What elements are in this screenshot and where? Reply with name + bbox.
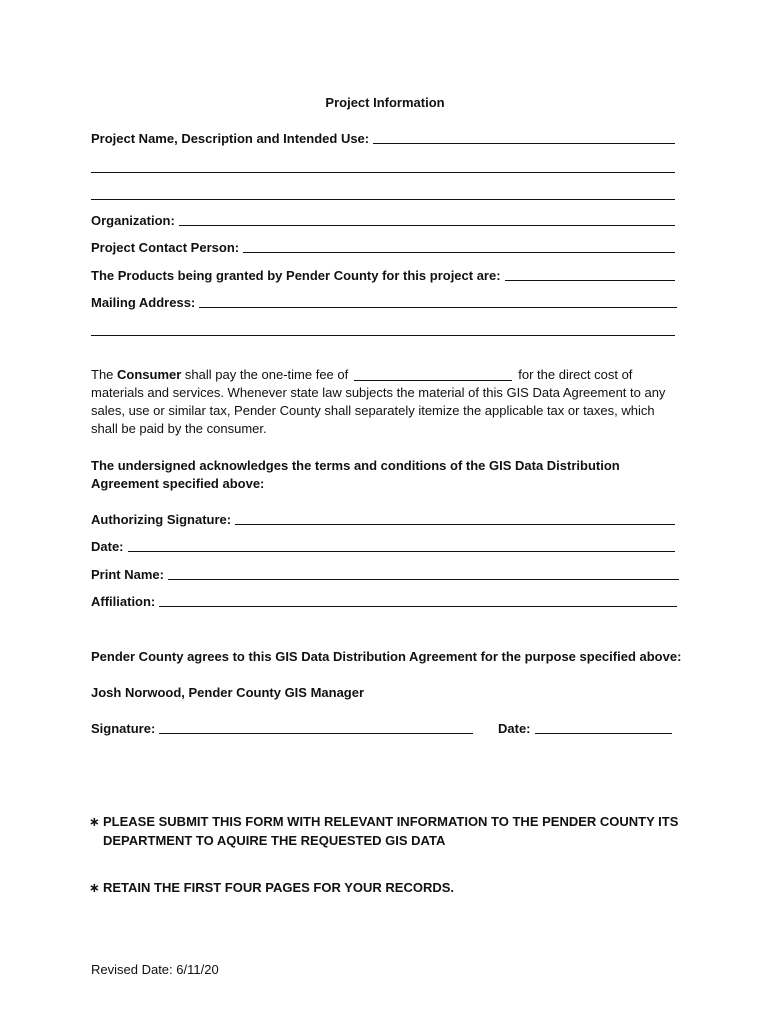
organization-label: Organization: xyxy=(91,213,175,228)
affiliation-line[interactable] xyxy=(159,606,677,607)
note-submit-line-1 xyxy=(89,812,678,831)
products-line[interactable] xyxy=(505,280,675,281)
project-description-line-2[interactable] xyxy=(91,172,675,173)
fee-paragraph-line-4: shall be paid by the consumer. xyxy=(91,421,267,436)
mailing-address-line[interactable] xyxy=(199,307,677,308)
acknowledgement-line-2: Agreement specified above: xyxy=(91,476,265,491)
note-retain-text: RETAIN THE FIRST FOUR PAGES FOR YOUR RECORDS. xyxy=(103,880,455,895)
fee-before-blank: shall pay the one-time fee of xyxy=(181,367,349,382)
manager-date-line[interactable] xyxy=(535,733,672,734)
fee-after-blank: for the direct cost of xyxy=(518,367,633,382)
date-label: Date: xyxy=(91,539,124,554)
print-name-label: Print Name: xyxy=(91,567,164,582)
affiliation-field[interactable] xyxy=(91,594,677,609)
fee-paragraph-line-1 xyxy=(91,366,691,384)
manager-date-label: Date: xyxy=(498,721,531,736)
fee-paragraph-line-3: sales, use or similar tax, Pender County shall separately itemize the applicable tax or taxes, which xyxy=(91,403,655,418)
manager-signature-field[interactable] xyxy=(91,721,473,736)
page-title: Project Information xyxy=(325,95,445,110)
contact-person-field[interactable] xyxy=(91,240,675,255)
fee-consumer: Consumer xyxy=(117,367,182,382)
note-submit xyxy=(89,812,678,850)
affiliation-label: Affiliation: xyxy=(91,594,156,609)
fee-paragraph xyxy=(91,366,691,438)
acknowledgement-paragraph xyxy=(91,457,691,493)
fee-paragraph-line-2: materials and services. Whenever state law subjects the material of this GIS Data Agreement to any xyxy=(91,385,666,400)
project-name-label: Project Name, Description and Intended Use: xyxy=(91,131,370,146)
contact-person-label: Project Contact Person: xyxy=(91,240,240,255)
date-field[interactable] xyxy=(91,539,675,554)
project-description-line-3[interactable] xyxy=(91,199,675,200)
fee-the: The xyxy=(91,367,118,382)
mailing-address-label: Mailing Address: xyxy=(91,295,196,310)
note-submit-text-1: PLEASE SUBMIT THIS FORM WITH RELEVANT INFORMATION TO THE PENDER COUNTY ITS xyxy=(103,814,679,829)
county-agreement-text: Pender County agrees to this GIS Data Distribution Agreement for the purpose specified above: xyxy=(91,649,682,664)
acknowledgement-line-1: The undersigned acknowledges the terms and conditions of the GIS Data Distribution xyxy=(91,458,620,473)
print-name-field[interactable] xyxy=(91,567,679,582)
manager-date-field[interactable] xyxy=(498,721,672,736)
manager-signature-label: Signature: xyxy=(91,721,156,736)
products-field[interactable] xyxy=(91,268,675,283)
revised-date: Revised Date: 6/11/20 xyxy=(91,962,219,977)
mailing-address-line-2[interactable] xyxy=(91,335,675,336)
note-submit-line-2: DEPARTMENT TO AQUIRE THE REQUESTED GIS DATA xyxy=(103,833,446,848)
authorizing-signature-line[interactable] xyxy=(235,524,675,525)
date-line[interactable] xyxy=(128,551,675,552)
print-name-line[interactable] xyxy=(168,579,679,580)
asterisk-bullet-icon: ∗ xyxy=(89,880,100,895)
mailing-address-field[interactable] xyxy=(91,295,677,310)
contact-person-line[interactable] xyxy=(243,252,675,253)
products-label: The Products being granted by Pender County for this project are: xyxy=(91,268,501,283)
authorizing-signature-label: Authorizing Signature: xyxy=(91,512,232,527)
asterisk-bullet-icon: ∗ xyxy=(89,814,100,829)
organization-line[interactable] xyxy=(179,225,675,226)
manager-name: Josh Norwood, Pender County GIS Manager xyxy=(91,685,365,700)
manager-signature-line[interactable] xyxy=(159,733,473,734)
organization-field[interactable] xyxy=(91,213,675,228)
project-name-field[interactable] xyxy=(91,131,675,146)
note-retain xyxy=(89,880,454,896)
authorizing-signature-field[interactable] xyxy=(91,512,675,527)
fee-amount-line[interactable] xyxy=(354,380,512,381)
project-name-line[interactable] xyxy=(373,143,675,144)
